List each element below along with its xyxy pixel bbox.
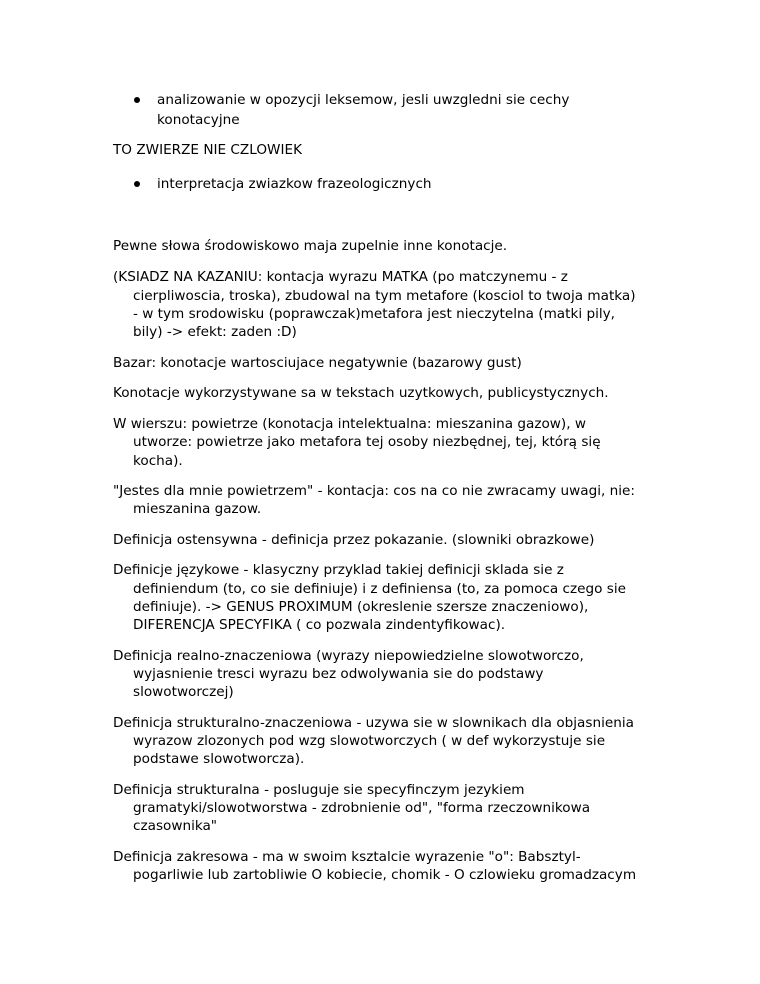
paragraph-line: podstawe slowotworcza). <box>133 751 305 767</box>
paragraph-line: Definicja realno-znaczeniowa (wyrazy niepowiedzielne slowotworczo, <box>113 648 584 664</box>
paragraph-line: Konotacje wykorzystywane sa w tekstach uzytkowych, publicystycznych. <box>113 385 609 401</box>
paragraph-line: Definicja zakresowa - ma w swoim ksztalcie wyrazenie "o": Babsztyl- <box>113 849 581 865</box>
paragraph-line: czasownika" <box>133 818 218 834</box>
paragraph-line: bily) -> efekt: zaden :D) <box>133 324 297 340</box>
paragraph-line: "Jestes dla mnie powietrzem" - kontacja: cos na co nie zwracamy uwagi, nie: <box>113 483 635 499</box>
bullet-dot <box>134 181 140 187</box>
bullet-1-line-1: analizowanie w opozycji leksemow, jesli uwzgledni sie cechy <box>157 92 570 108</box>
paragraph-line: Pewne słowa środowiskowo maja zupelnie inne konotacje. <box>113 238 508 254</box>
paragraph-line: Definicja ostensywna - definicja przez pokazanie. (slowniki obrazkowe) <box>113 532 595 548</box>
paragraph-line: (KSIADZ NA KAZANIU: kontacja wyrazu MATKA (po matczynemu - z <box>113 269 568 285</box>
paragraph-line: pogarliwie lub zartobliwie O kobiecie, chomik - O czlowieku gromadzacym <box>133 867 637 883</box>
paragraph-line: wyrazow zlozonych pod wzg slowotworczych ( w def wykorzystuje sie <box>133 733 606 749</box>
paragraph-line: slowotworczej) <box>133 684 234 700</box>
paragraph-line: definiendum (to, co sie definiuje) i z definiensa (to, za pomoca czego sie <box>133 581 626 597</box>
paragraph-line: Definicja strukturalno-znaczeniowa - uzywa sie w slownikach dla objasnienia <box>113 715 634 731</box>
paragraph-line: Definicja strukturalna - posluguje sie specyfinczym jezykiem <box>113 782 525 798</box>
paragraph-line: cierpliwoscia, troska), zbudowal na tym metafore (kosciol to twoja matka) <box>133 288 636 304</box>
bullet-2-line-1: interpretacja zwiazkow frazeologicznych <box>157 176 432 192</box>
bullet-dot <box>134 97 140 103</box>
paragraph-line: definiuje). -> GENUS PROXIMUM (okreslenie szersze znaczeniowo), <box>133 599 589 615</box>
paragraph-line: - w tym srodowisku (poprawczak)metafora jest nieczytelna (matki pily, <box>133 306 615 322</box>
paragraph-line: kocha). <box>133 453 183 469</box>
paragraph-line: W wierszu: powietrze (konotacja intelektualna: mieszanina gazow), w <box>113 416 586 432</box>
paragraph-line: wyjasnienie tresci wyrazu bez odwolywania sie do podstawy <box>133 666 544 682</box>
paragraph-line: Bazar: konotacje wartosciujace negatywnie (bazarowy gust) <box>113 355 522 371</box>
paragraph-line: Definicje językowe - klasyczny przyklad takiej definicji sklada sie z <box>113 562 564 578</box>
heading-to-zwierze: TO ZWIERZE NIE CZLOWIEK <box>113 142 302 158</box>
paragraph-line: utworze: powietrze jako metafora tej osoby niezbędnej, tej, którą się <box>133 434 601 450</box>
paragraph-line: gramatyki/slowotworstwa - zdrobnienie od", "forma rzeczownikowa <box>133 800 591 816</box>
paragraph-line: mieszanina gazow. <box>133 501 262 517</box>
bullet-1-line-2: konotacyjne <box>157 112 240 128</box>
paragraph-line: DIFERENCJA SPECYFIKA ( co pozwala zindentyfikowac). <box>133 617 506 633</box>
